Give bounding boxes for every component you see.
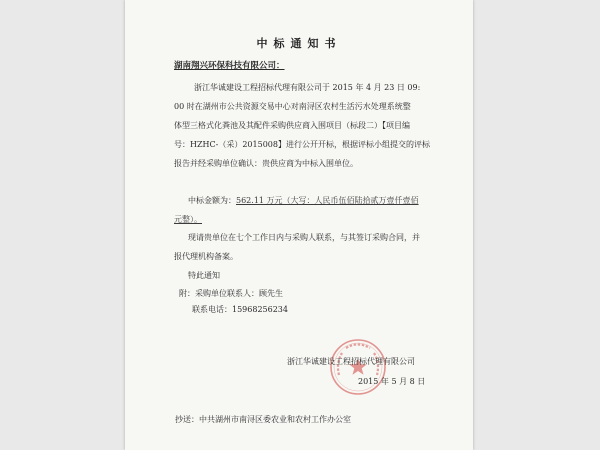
document-title: 中标通知书 [256, 37, 342, 50]
official-seal-stamp [328, 337, 388, 397]
cc-label: 抄送： [175, 415, 199, 424]
request-line: 报代理机构备案。 [174, 252, 238, 261]
body-line: 浙江华诚建设工程招标代理有限公司于 2015 年 4 月 23 日 09: [194, 83, 421, 92]
body-line: 号：HZHC-（采）2015008】进行公开开标，根据评标小组提交的评标 [174, 140, 430, 149]
contact-label: 采购单位联系人： [195, 289, 259, 298]
body-line: 报告并经采购单位确认：贵供应商为中标入围单位。 [174, 159, 358, 168]
notice-text: 特此通知 [188, 271, 220, 280]
award-amount [188, 197, 419, 205]
amount-value: 562.11 万元（大写：人民币伍佰陆拾贰万壹仟壹佰 [236, 196, 419, 205]
document-page [125, 0, 473, 450]
contact-phone [192, 306, 288, 314]
issue-date: 2015 年 5 月 8 日 [358, 377, 426, 386]
cc-line [175, 416, 351, 424]
contact-person [179, 290, 283, 298]
attachment-label: 附： [179, 289, 195, 298]
cc-recipient: 中共湖州市南浔区委农业和农村工作办公室 [199, 415, 351, 424]
body-line: 体型三格式化粪池及其配件采购供应商入围项目（标段二）【项目编 [174, 121, 410, 130]
request-line: 现请贵单位在七个工作日内与采购人联系，与其签订采购合同，并 [188, 233, 420, 242]
amount-value-cont: 元整）。 [174, 215, 202, 224]
phone-label: 联系电话： [192, 305, 232, 314]
contact-name: 顾先生 [259, 289, 283, 298]
body-line: 00 时在湖州市公共资源交易中心对南浔区农村生活污水处理系统整 [174, 102, 411, 111]
recipient: 湖南翔兴环保科技有限公司： [174, 61, 285, 71]
phone-number: 15968256234 [232, 305, 288, 314]
amount-label: 中标金额为： [188, 196, 236, 205]
issuer-name: 浙江华诚建设工程招标代理有限公司 [287, 357, 415, 366]
